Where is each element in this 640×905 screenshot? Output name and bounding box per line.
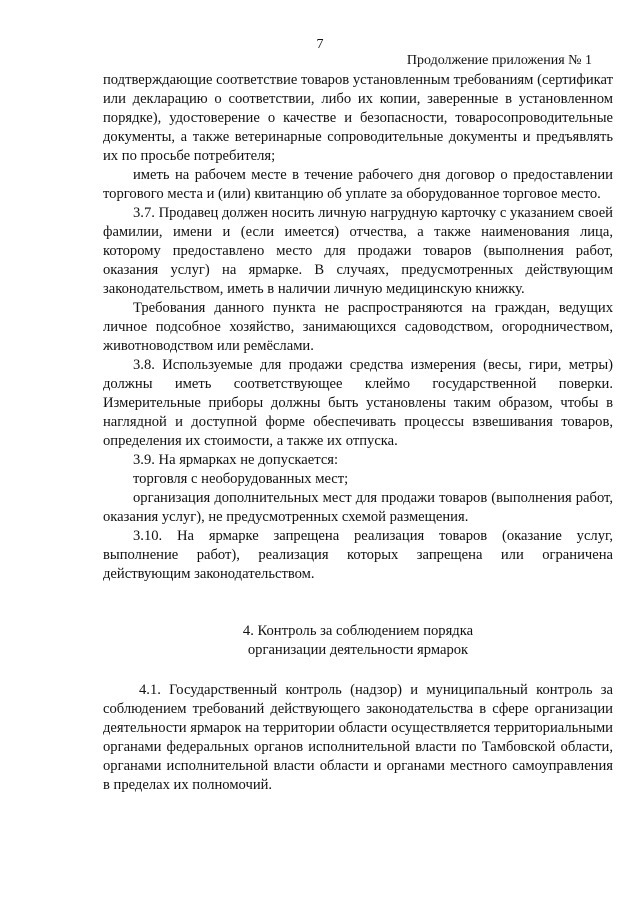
paragraph-3-10: 3.10. На ярмарке запрещена реализация товаров (оказание услуг, выполнение работ), реализация которых запрещена или ограничена действующим законодательством.	[103, 528, 613, 582]
paragraph-3-7-exception: Требования данного пункта не распространяются на граждан, ведущих личное подсобное хозяйство, занимающихся садоводством, огородничеством, животноводством или ремёслами.	[103, 300, 613, 354]
section-4-heading	[103, 622, 613, 660]
paragraph-4-1: 4.1. Государственный контроль (надзор) и муниципальный контроль за соблюдением требований действующего законодательства в сфере организации деятельности ярмарок на территории области осуществляется территориальными органами федеральных органов исполнительной власти по Тамбовской области, органами исполнительной власти области и органами местного самоуправления в пределах их полномочий.	[103, 682, 613, 793]
section-4-heading-line-2: организации деятельности ярмарок	[247, 642, 469, 658]
page-number: 7	[316, 37, 324, 52]
paragraph-contract: иметь на рабочем месте в течение рабочего дня договор о предоставлении торгового места и (или) квитанцию об уплате за оборудованное торговое место.	[103, 167, 613, 202]
paragraph-3-8: 3.8. Используемые для продажи средства измерения (весы, гири, метры) должны иметь соответствующее клеймо государственной поверки. Измерительные приборы должны быть установлены таким образом, чтобы в наглядной и доступной форме обеспечивать процессы взвешивания товаров, определения их стоимости, а также их отпуска.	[103, 357, 613, 449]
paragraph-3-9-item-2: организация дополнительных мест для продажи товаров (выполнения работ, оказания услуг), не предусмотренных схемой размещения.	[103, 490, 613, 525]
paragraph-3-7: 3.7. Продавец должен носить личную нагрудную карточку с указанием своей фамилии, имени и (если имеется) отчества, а также наименования лица, которому предоставлено место для продажи товаров (выполнения работ, оказания услуг) на ярмарке. В случаях, предусмотренных действующим законодательством, иметь в наличии личную медицинскую книжку.	[103, 205, 613, 297]
appendix-continuation-header: Продолжение приложения № 1	[406, 53, 592, 68]
document-body	[103, 71, 613, 795]
paragraph-documents: подтверждающие соответствие товаров установленным требованиям (сертификат или декларацию о соответствии, либо их копии, заверенные в установленном порядке), удостоверение о качестве и безопасности, товаросопроводительные документы, а также ветеринарные сопроводительные документы и предъявлять их по просьбе потребителя;	[103, 72, 613, 164]
paragraph-3-9: 3.9. На ярмарках не допускается:	[133, 452, 339, 468]
section-4-heading-line-1: 4. Контроль за соблюдением порядка	[242, 623, 474, 639]
paragraph-3-9-item-1: торговля с необорудованных мест;	[133, 471, 349, 487]
